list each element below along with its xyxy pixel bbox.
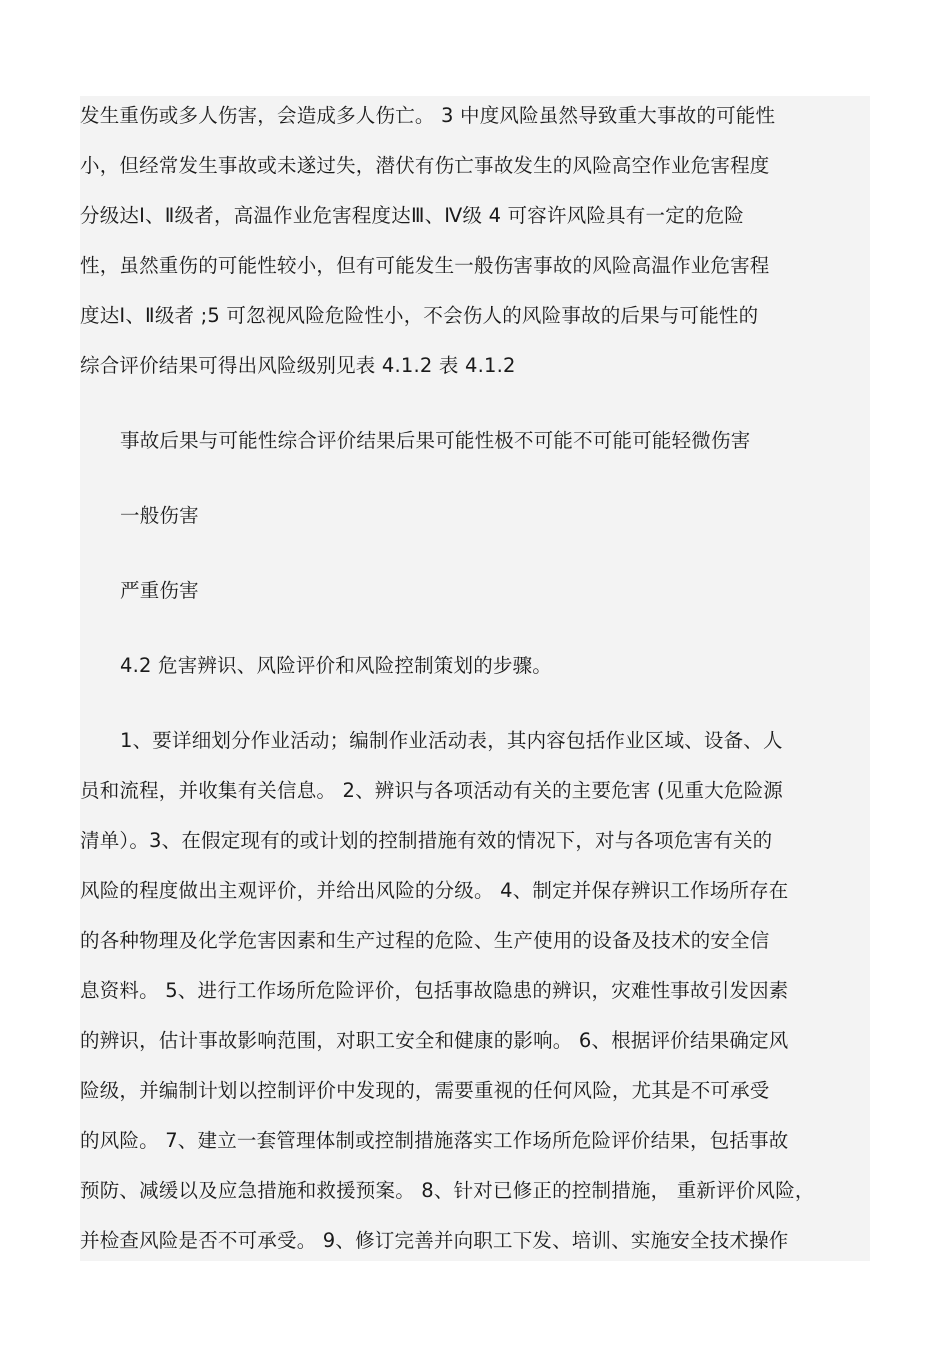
text-line: 并检查风险是否不可承受。 9、修订完善并向职工下发、培训、实施安全技术操作 <box>80 1229 789 1252</box>
table-row-label: 一般伤害 <box>120 504 199 527</box>
text-line: 发生重伤或多人伤害，会造成多人伤亡。 3 中度风险虽然导致重大事故的可能性 <box>80 104 776 127</box>
text-line: 息资料。 5、进行工作场所危险评价，包括事故隐患的辨识，灾难性事故引发因素 <box>80 979 789 1002</box>
text-line: 员和流程，并收集有关信息。 2、辨识与各项活动有关的主要危害 (见重大危险源 <box>80 779 784 802</box>
text-line: 风险的程度做出主观评价，并给出风险的分级。 4、制定并保存辨识工作场所存在 <box>80 879 789 902</box>
table-caption-line: 事故后果与可能性综合评价结果后果可能性极不可能不可能可能轻微伤害 <box>120 429 751 452</box>
text-line: 度达Ⅰ、Ⅱ级者 ;5 可忽视风险危险性小，不会伤人的风险事故的后果与可能性的 <box>80 304 759 327</box>
text-line: 1、要详细划分作业活动；编制作业活动表，其内容包括作业区域、设备、人 <box>120 729 783 752</box>
text-line: 清单）。3、在假定现有的或计划的控制措施有效的情况下，对与各项危害有关的 <box>80 829 773 852</box>
text-line: 的辨识，估计事故影响范围，对职工安全和健康的影响。 6、根据评价结果确定风 <box>80 1029 789 1052</box>
text-line: 的风险。 7、建立一套管理体制或控制措施落实工作场所危险评价结果，包括事故 <box>80 1129 789 1152</box>
text-line: 性，虽然重伤的可能性较小，但有可能发生一般伤害事故的风险高温作业危害程 <box>80 254 770 277</box>
text-line: 小，但经常发生事故或未遂过失，潜伏有伤亡事故发生的风险高空作业危害程度 <box>80 154 770 177</box>
text-line: 分级达Ⅰ、Ⅱ级者，高温作业危害程度达Ⅲ、Ⅳ级 4 可容许风险具有一定的危险 <box>80 204 744 227</box>
section-heading: 4.2 危害辨识、风险评价和风险控制策划的步骤。 <box>120 654 553 677</box>
text-line: 综合评价结果可得出风险级别见表 4.1.2 表 4.1.2 <box>80 354 516 377</box>
text-line: 险级，并编制计划以控制评价中发现的，需要重视的任何风险，尤其是不可承受 <box>80 1079 770 1102</box>
table-row-label: 严重伤害 <box>120 579 199 602</box>
text-line: 的各种物理及化学危害因素和生产过程的危险、生产使用的设备及技术的安全信 <box>80 929 770 952</box>
text-line: 预防、减缓以及应急措施和救援预案。 8、针对已修正的控制措施， 重新评价风险， <box>80 1179 815 1202</box>
